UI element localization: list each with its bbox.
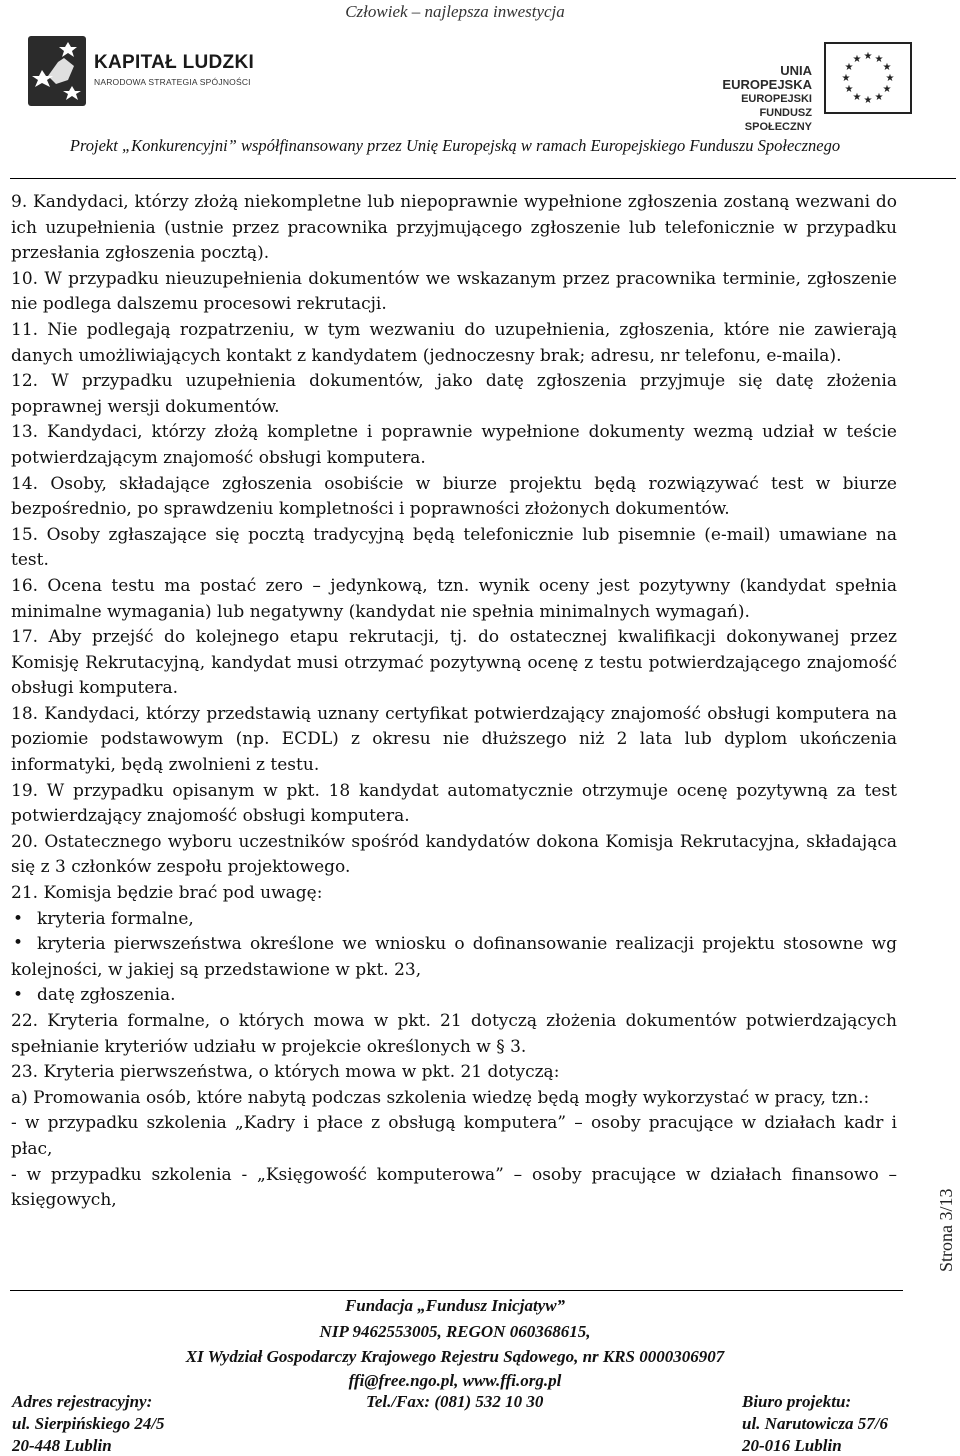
footer-project-office-street: ul. Narutowicza 57/6 xyxy=(742,1414,888,1433)
svg-text:★: ★ xyxy=(874,92,884,103)
eu-flag-icon xyxy=(824,42,912,114)
header-tagline: Człowiek – najlepsza inwestycja xyxy=(345,2,565,21)
point-17: 17. Aby przejść do kolejnego etapu rekrutacji, tj. do ostatecznej kwalifikacji dokonywanej przez Komisję Rekrutacyjną, kandydat musi otrzymać pozytywną ocenę z testu potwierdzającego znajomość obsługi komputera. xyxy=(11,627,897,699)
point-21: 21. Komisja będzie brać pod uwagę: xyxy=(11,883,323,904)
bullet-text: kryteria formalne, xyxy=(37,908,194,929)
bullet-text: datę zgłoszenia. xyxy=(37,985,176,1006)
footer-registered-city: 20-448 Lublin xyxy=(12,1436,112,1455)
point-14: 14. Osoby, składające zgłoszenia osobiście w biurze projektu będą rozwiązywać test w biurze bezpośrednio, po sprawdzeniu kompletności i poprawności złożonych dokumentów. xyxy=(11,473,897,520)
svg-text:★: ★ xyxy=(882,84,892,95)
svg-text:★: ★ xyxy=(852,54,862,65)
page-number-label: Strona 3/13 xyxy=(936,1188,956,1272)
point-23: 23. Kryteria pierwszeństwa, o których mowa w pkt. 21 dotyczą: xyxy=(11,1062,560,1083)
point-19: 19. W przypadku opisanym w pkt. 18 kandydat automatycznie otrzymuje ocenę pozytywną za test potwierdzający znajomość obsługi komputera. xyxy=(11,780,897,827)
bullet-dot: • xyxy=(13,908,24,929)
footer-nip-regon: NIP 9462553005, REGON 060368615, xyxy=(319,1322,591,1341)
point-20: 20. Ostatecznego wyboru uczestników spośród kandydatów dokona Komisja Rekrutacyjna, składająca się z 3 członków zespołu projektowego. xyxy=(11,831,897,878)
point-13: 13. Kandydaci, którzy złożą kompletne i poprawnie wypełnione dokumenty wezmą udział w teście potwierdzającym znajomość obsługi komputera. xyxy=(11,422,897,468)
criteria-bullet-1 xyxy=(11,907,897,933)
eu-efs-logo xyxy=(696,42,916,133)
point-23a: a) Promowania osób, które nabytą podczas szkolenia wiedzę będą mogły wykorzystać w pracy, tzn.: xyxy=(11,1087,870,1108)
footer-org-name: Fundacja „Fundusz Inicjatyw” xyxy=(344,1296,566,1315)
footer-phone-fax: Tel./Fax: (081) 532 10 30 xyxy=(366,1392,544,1411)
kl-logo-title: KAPITAŁ LUDZKI xyxy=(94,52,255,73)
point-23a-dash-2: - w przypadku szkolenia - „Księgowość komputerowa” – osoby pracujące w działach finansowo – księgowych, xyxy=(11,1164,897,1211)
bullet-dot: • xyxy=(13,933,24,954)
header-divider xyxy=(10,178,956,179)
project-cofinancing-line: Projekt „Konkurencyjni” współfinansowany przez Unię Europejską w ramach Europejskiego Funduszu Społecznego xyxy=(69,136,841,155)
point-23a-dash-1: - w przypadku szkolenia „Kadry i płace z obsługą komputera” – osoby pracujące w działach kadr i płac, xyxy=(11,1113,897,1159)
point-11: 11. Nie podlegają rozpatrzeniu, w tym wezwaniu do uzupełnienia, zgłoszenia, które nie zawierają danych umożliwiających kontakt z kandydatem (jednoczesny brak; adresu, nr telefonu, e-maila). xyxy=(11,319,897,366)
document-body xyxy=(11,190,897,1214)
footer-email-www: ffi@free.ngo.pl, www.ffi.org.pl xyxy=(348,1371,562,1390)
svg-text:★: ★ xyxy=(841,73,851,84)
eu-logo-line1: UNIA EUROPEJSKA xyxy=(722,63,812,92)
eu-logo-line3: FUNDUSZ SPOŁECZNY xyxy=(744,107,812,133)
point-15: 15. Osoby zgłaszające się pocztą tradycyjną będą telefonicznie lub pisemnie (e-mail) umawiane na test. xyxy=(11,524,897,571)
point-18: 18. Kandydaci, którzy przedstawią uznany certyfikat potwierdzający znajomość obsługi komputera na poziomie podstawowym (np. ECDL) z okresu nie dłuższego niż 2 lata lub dyplom ukończenia informatyki, będą zwolnieni z testu. xyxy=(11,703,897,776)
svg-text:★: ★ xyxy=(844,62,854,73)
kapital-ludzki-stars-icon xyxy=(28,36,90,108)
point-22: 22. Kryteria formalne, o których mowa w pkt. 21 dotyczą złożenia dokumentów potwierdzających spełnianie kryteriów udziału w projekcie określonych w § 3. xyxy=(11,1011,897,1057)
svg-text:★: ★ xyxy=(844,84,854,95)
kapital-ludzki-logo xyxy=(28,36,288,108)
point-9: 9. Kandydaci, którzy złożą niekompletne lub niepoprawnie wypełnione zgłoszenia zostaną wezwani do ich uzupełnienia (ustnie przez pracownika przyjmującego zgłoszenie lub telefonicznie w przypadku przesłania zgłoszenia pocztą). xyxy=(11,192,897,264)
svg-text:★: ★ xyxy=(885,73,895,84)
svg-text:★: ★ xyxy=(863,95,873,106)
eu-logo-text xyxy=(696,64,812,134)
footer-registered-address-label: Adres rejestracyjny: xyxy=(12,1392,153,1411)
kl-logo-subtitle: NARODOWA STRATEGIA SPÓJNOŚCI xyxy=(94,77,251,87)
bullet-dot: • xyxy=(13,985,24,1006)
svg-text:★: ★ xyxy=(863,51,873,62)
footer-court-register: XI Wydział Gospodarczy Krajowego Rejestru Sądowego, nr KRS 0000306907 xyxy=(185,1347,725,1366)
criteria-bullet-3 xyxy=(11,983,897,1009)
point-10: 10. W przypadku nieuzupełnienia dokumentów we wskazanym przez pracownika terminie, zgłoszenie nie podlega dalszemu procesowi rekrutacji. xyxy=(11,268,897,315)
footer-project-office-city: 20-016 Lublin xyxy=(742,1436,842,1455)
footer-registered-street: ul. Sierpińskiego 24/5 xyxy=(12,1414,165,1433)
criteria-bullet-2 xyxy=(11,932,897,983)
svg-text:★: ★ xyxy=(874,54,884,65)
bullet-text: kryteria pierwszeństwa określone we wniosku o dofinansowanie realizacji projektu stosowne wg kolejności, w jakiej są przedstawione w pkt. 23, xyxy=(11,934,897,980)
svg-text:★: ★ xyxy=(852,92,862,103)
svg-text:★: ★ xyxy=(882,62,892,73)
page-number-vertical xyxy=(936,1172,958,1272)
eu-logo-line2: EUROPEJSKI xyxy=(741,93,812,105)
point-12: 12. W przypadku uzupełnienia dokumentów, jako datę zgłoszenia przyjmuje się datę złożenia poprawnej wersji dokumentów. xyxy=(11,371,897,417)
footer-project-office-label: Biuro projektu: xyxy=(742,1392,852,1411)
footer-divider xyxy=(10,1290,903,1291)
point-16: 16. Ocena testu ma postać zero – jedynkową, tzn. wynik oceny jest pozytywny (kandydat spełnia minimalne wymagania) lub negatywny (kandydat nie spełnia minimalnych wymagań). xyxy=(11,575,897,622)
